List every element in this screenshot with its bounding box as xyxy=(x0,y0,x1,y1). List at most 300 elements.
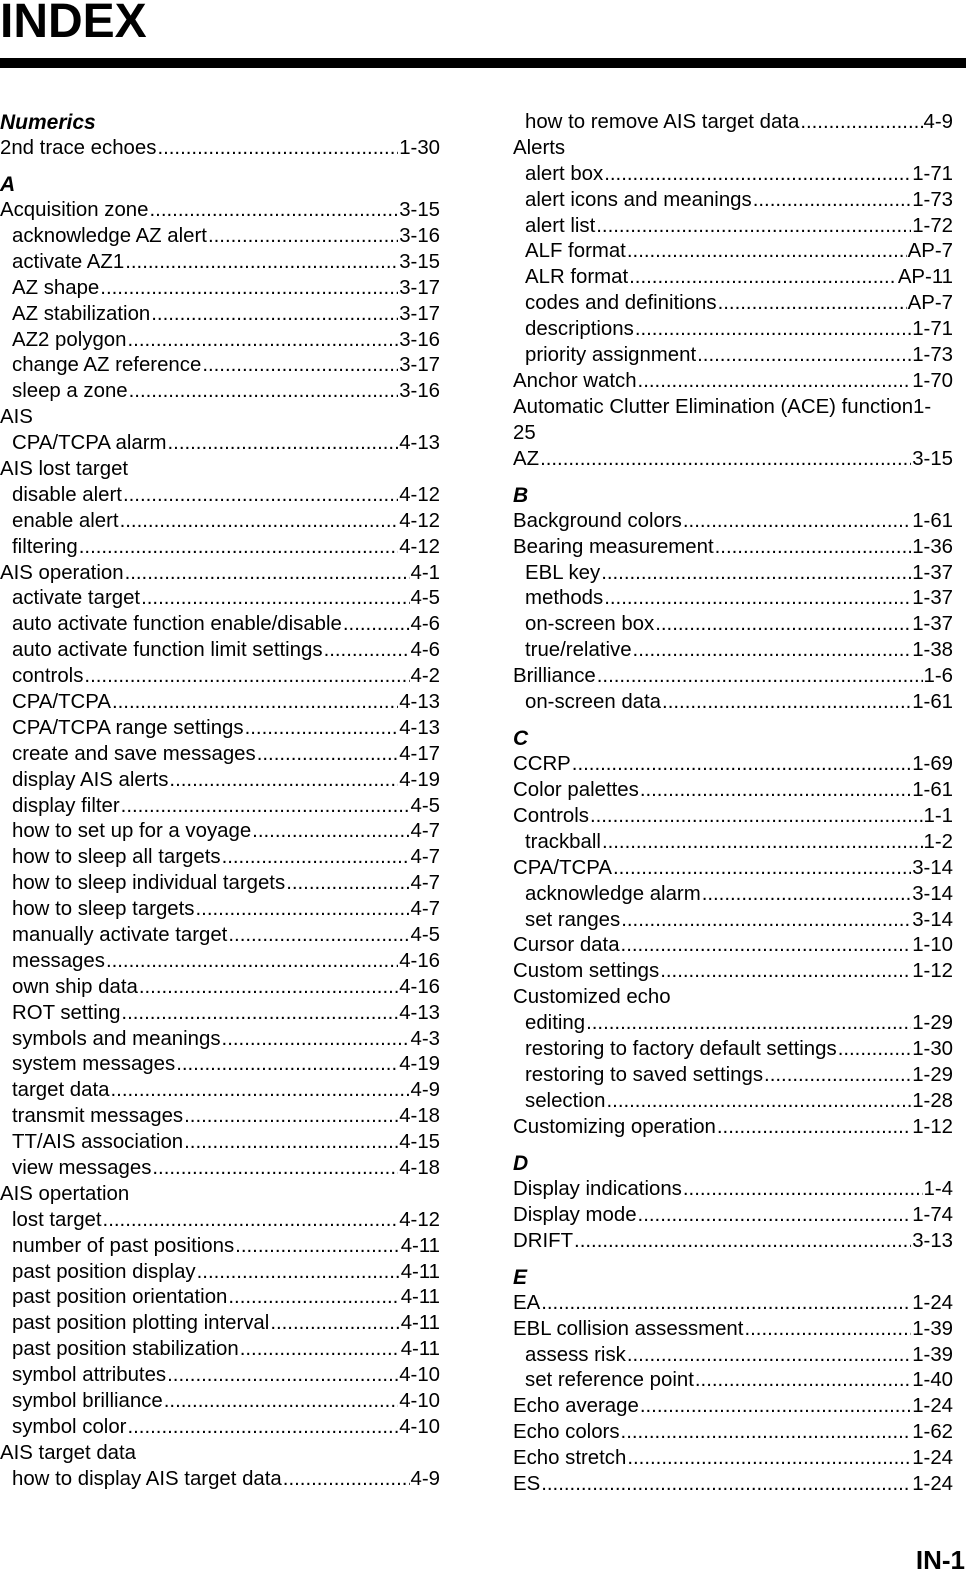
index-entry xyxy=(513,612,953,638)
index-entry xyxy=(0,845,440,871)
index-entry-page: 4-11 xyxy=(400,1338,440,1361)
dot-leader xyxy=(84,664,409,690)
index-entry-term: acknowledge alarm xyxy=(525,882,701,905)
index-entry-page: 1-74 xyxy=(912,1203,953,1226)
dot-leader xyxy=(164,1389,398,1415)
dot-leader xyxy=(184,1104,398,1130)
index-entry xyxy=(0,1311,440,1337)
index-entry-page: AP-7 xyxy=(907,240,953,263)
index-entry-term: change AZ reference xyxy=(12,354,202,377)
dot-leader xyxy=(662,690,911,716)
index-entry-term: selection xyxy=(525,1089,606,1112)
index-entry xyxy=(513,535,953,561)
index-entry-page: 4-2 xyxy=(410,665,440,688)
index-entry xyxy=(513,317,953,343)
dot-leader xyxy=(744,1317,911,1343)
index-entry xyxy=(0,250,440,276)
index-entry-term: AZ stabilization xyxy=(12,302,151,325)
dot-leader xyxy=(324,638,410,664)
dot-leader xyxy=(715,535,912,561)
dot-leader xyxy=(572,752,911,778)
index-entry-page: 1-12 xyxy=(912,1115,953,1138)
index-entry-page: 3-15 xyxy=(399,250,440,273)
index-entry-term: priority assignment xyxy=(525,344,697,367)
dot-leader xyxy=(683,509,911,535)
index-entry-page: 4-9 xyxy=(410,1467,440,1490)
index-entry-term: set reference point xyxy=(525,1369,694,1392)
dot-leader xyxy=(629,265,897,291)
index-entry xyxy=(0,1285,440,1311)
index-entry xyxy=(0,1052,440,1078)
index-entry xyxy=(0,742,440,768)
dot-leader xyxy=(838,1037,912,1063)
dot-leader xyxy=(202,353,398,379)
index-entry xyxy=(0,1156,440,1182)
dot-leader xyxy=(602,830,923,856)
index-entry-page: 1-29 xyxy=(912,1012,953,1035)
index-entry xyxy=(0,638,440,664)
index-entry-page: 1-73 xyxy=(912,344,953,367)
dot-leader xyxy=(627,1343,911,1369)
dot-leader xyxy=(683,1177,923,1203)
index-entry-term: auto activate function limit settings xyxy=(12,639,323,662)
dot-leader xyxy=(167,431,398,457)
dot-leader xyxy=(100,276,398,302)
index-entry-wrapped xyxy=(513,395,953,447)
dot-leader xyxy=(139,975,398,1001)
index-entry-term: past position stabilization xyxy=(12,1338,239,1361)
index-entry-page: 1-36 xyxy=(912,535,953,558)
index-entry-term: trackball xyxy=(525,830,601,853)
index-entry xyxy=(0,198,440,224)
dot-leader xyxy=(343,612,410,638)
index-entry-term: AZ xyxy=(513,447,540,470)
index-entry-term: CPA/TCPA xyxy=(513,856,612,879)
dot-leader xyxy=(228,1285,399,1311)
index-entry xyxy=(513,690,953,716)
index-entry xyxy=(513,664,953,690)
index-entry-page: 4-13 xyxy=(399,716,440,739)
dot-leader xyxy=(228,923,409,949)
index-entry-page: 4-1 xyxy=(410,561,440,584)
index-entry xyxy=(0,1363,440,1389)
index-entry xyxy=(513,369,953,395)
index-entry-page: 1-28 xyxy=(912,1089,953,1112)
index-entry-page: AP-11 xyxy=(897,266,953,289)
index-entry xyxy=(513,1229,953,1255)
index-entry-page: 1-30 xyxy=(399,136,440,159)
index-entry-term: ALR format xyxy=(525,266,629,289)
dot-leader xyxy=(103,1208,399,1234)
index-entry-term: activate target xyxy=(12,587,141,610)
dot-leader xyxy=(197,1260,400,1286)
index-entry-term: own ship data xyxy=(12,975,138,998)
index-entry-term: alert box xyxy=(525,162,604,185)
index-entry-page: 4-13 xyxy=(399,1001,440,1024)
index-entry xyxy=(513,1446,953,1472)
index-heading: Alerts xyxy=(513,136,566,159)
index-entry xyxy=(513,1037,953,1063)
index-entry-page: 3-17 xyxy=(399,302,440,325)
index-entry-page: 3-15 xyxy=(399,199,440,222)
index-entry-term: methods xyxy=(525,587,604,610)
dot-leader xyxy=(79,535,398,561)
dot-leader xyxy=(660,959,911,985)
dot-leader xyxy=(640,1394,911,1420)
index-entry-term: filtering xyxy=(12,535,78,558)
index-entry xyxy=(513,1317,953,1343)
dot-leader xyxy=(169,768,398,794)
dot-leader xyxy=(635,317,911,343)
index-section-letter: E xyxy=(513,1265,528,1289)
index-entry xyxy=(513,778,953,804)
index-heading: AIS xyxy=(0,406,33,429)
index-entry xyxy=(0,276,440,302)
index-entry xyxy=(513,1420,953,1446)
index-entry-page: 4-18 xyxy=(399,1157,440,1180)
index-entry xyxy=(0,535,440,561)
index-entry-term: Background colors xyxy=(513,509,682,532)
dot-leader xyxy=(176,1052,398,1078)
index-entry-page: 4-19 xyxy=(399,1053,440,1076)
dot-leader xyxy=(633,638,912,664)
index-entry-page: 1-40 xyxy=(912,1369,953,1392)
index-entry xyxy=(0,975,440,1001)
index-entry xyxy=(0,1467,440,1493)
index-entry-term: activate AZ1 xyxy=(12,250,125,273)
index-entry xyxy=(513,265,953,291)
dot-leader xyxy=(627,239,907,265)
index-entry-page: 3-16 xyxy=(399,328,440,351)
dot-leader xyxy=(184,1130,398,1156)
index-entry-page: 4-19 xyxy=(399,768,440,791)
index-entry xyxy=(0,353,440,379)
index-entry-term: 2nd trace echoes xyxy=(0,136,157,159)
index-entry-page: 4-10 xyxy=(399,1364,440,1387)
index-entry-term: AIS operation xyxy=(0,561,124,584)
index-entry xyxy=(513,586,953,612)
index-entry xyxy=(0,664,440,690)
index-entry-page: 1-12 xyxy=(912,960,953,983)
index-entry-page: 4-7 xyxy=(410,846,440,869)
index-entry xyxy=(513,1089,953,1115)
index-entry-term: number of past positions xyxy=(12,1234,235,1257)
index-entry xyxy=(0,1415,440,1441)
index-entry xyxy=(513,638,953,664)
dot-leader xyxy=(111,1078,410,1104)
index-entry-term: assess risk xyxy=(525,1343,626,1366)
index-entry-page: 1-30 xyxy=(912,1037,953,1060)
index-entry-page: 4-12 xyxy=(399,535,440,558)
index-entry-term: how to display AIS target data xyxy=(12,1467,282,1490)
index-entry-term: how to sleep all targets xyxy=(12,846,221,869)
index-entry xyxy=(513,882,953,908)
index-entry-term: on-screen box xyxy=(525,613,655,636)
index-entry xyxy=(0,923,440,949)
index-entry xyxy=(513,447,953,473)
dot-leader xyxy=(129,379,399,405)
index-entry-page: 3-16 xyxy=(399,380,440,403)
dot-leader xyxy=(283,1467,410,1493)
index-entry xyxy=(0,768,440,794)
index-entry-term: AZ shape xyxy=(12,276,100,299)
index-heading: AIS lost target xyxy=(0,457,129,480)
index-section-letter: Numerics xyxy=(0,111,96,134)
index-entry-page: AP-7 xyxy=(907,292,953,315)
index-entry-page: 3-15 xyxy=(912,447,953,470)
index-entry xyxy=(0,612,440,638)
index-entry-term: Echo average xyxy=(513,1395,639,1418)
index-entry xyxy=(513,1115,953,1141)
index-entry-page: 1-69 xyxy=(912,753,953,776)
index-entry xyxy=(0,431,440,457)
index-entry-term: auto activate function enable/disable xyxy=(12,613,342,636)
page-number: IN-1 xyxy=(915,1545,965,1575)
index-entry-page: 4-12 xyxy=(399,483,440,506)
index-entry-page: 4-9 xyxy=(410,1079,440,1102)
index-entry-term: acknowledge AZ alert xyxy=(12,224,207,247)
index-entry-term: symbols and meanings xyxy=(12,1027,221,1050)
index-entry-page: 1-39 xyxy=(912,1343,953,1366)
dot-leader xyxy=(590,804,923,830)
index-entry-page: 4-5 xyxy=(410,794,440,817)
dot-leader xyxy=(123,483,398,509)
index-entry-term: symbol color xyxy=(12,1415,127,1438)
dot-leader xyxy=(621,1420,912,1446)
dot-leader xyxy=(240,1337,400,1363)
index-entry xyxy=(513,804,953,830)
index-entry-page: 4-16 xyxy=(399,975,440,998)
index-entry xyxy=(0,1337,440,1363)
dot-leader xyxy=(112,690,398,716)
dot-leader xyxy=(604,162,911,188)
index-entry xyxy=(0,302,440,328)
dot-leader xyxy=(596,214,911,240)
index-entry-term: enable alert xyxy=(12,509,119,532)
index-entry-term: CPA/TCPA alarm xyxy=(12,432,167,455)
index-entry-term: how to remove AIS target data xyxy=(525,111,800,133)
index-entry-term: past position orientation xyxy=(12,1286,228,1309)
index-entry-page: 1-37 xyxy=(912,587,953,610)
dot-leader xyxy=(141,586,409,612)
index-entry-page: 4-7 xyxy=(410,898,440,921)
index-entry-term: past position display xyxy=(12,1260,196,1283)
index-entry xyxy=(513,214,953,240)
index-entry-term: ES xyxy=(513,1473,541,1495)
dot-leader xyxy=(613,856,911,882)
index-entry-page: 4-7 xyxy=(410,820,440,843)
index-entry-page: 4-16 xyxy=(399,949,440,972)
dot-leader xyxy=(128,328,399,354)
index-entry-page: 3-14 xyxy=(912,908,953,931)
dot-leader xyxy=(695,1368,911,1394)
index-entry xyxy=(513,1368,953,1394)
index-entry xyxy=(0,379,440,405)
dot-leader xyxy=(152,1156,398,1182)
index-entry-page: 1-1 xyxy=(923,804,953,827)
index-entry-page: 4-13 xyxy=(399,432,440,455)
index-entry xyxy=(513,509,953,535)
dot-leader xyxy=(222,1027,410,1053)
index-entry-page: 4-3 xyxy=(410,1027,440,1050)
index-entry xyxy=(0,1027,440,1053)
index-entry-page: 4-12 xyxy=(399,1208,440,1231)
index-entry xyxy=(0,1389,440,1415)
index-entry xyxy=(0,1130,440,1156)
index-entry-page: 4-11 xyxy=(400,1260,440,1283)
index-entry-term: past position plotting interval xyxy=(12,1312,270,1335)
index-entry-term: alert list xyxy=(525,214,596,237)
index-entry xyxy=(513,752,953,778)
index-entry-page: 3-16 xyxy=(399,224,440,247)
index-entry-term: descriptions xyxy=(525,318,634,341)
index-entry-page: 1-38 xyxy=(912,639,953,662)
index-entry xyxy=(0,509,440,535)
dot-leader xyxy=(286,871,409,897)
index-entry-term: Bearing measurement xyxy=(513,535,714,558)
index-entry-page: 1-70 xyxy=(912,369,953,392)
index-entry-page: 1-61 xyxy=(912,691,953,713)
index-entry xyxy=(0,819,440,845)
index-entry-page: 4-5 xyxy=(410,924,440,946)
dot-leader xyxy=(800,110,922,136)
index-entry-page: 3-14 xyxy=(912,882,953,905)
dot-leader xyxy=(157,136,398,162)
index-entry-page: 4-10 xyxy=(399,1415,440,1438)
index-entry-term: Controls xyxy=(513,804,589,827)
index-column-left xyxy=(0,110,440,1493)
index-entry-term: controls xyxy=(12,665,84,688)
index-entry-term: how to sleep targets xyxy=(12,898,195,921)
index-entry xyxy=(513,1011,953,1037)
index-entry xyxy=(513,1394,953,1420)
index-entry-line: Automatic Clutter Elimination (ACE) function1- xyxy=(513,395,932,418)
dot-leader xyxy=(638,1203,912,1229)
dot-leader xyxy=(718,291,907,317)
dot-leader xyxy=(597,664,923,690)
index-entry-term: on-screen data xyxy=(525,691,662,713)
dot-leader xyxy=(196,897,410,923)
index-entry xyxy=(513,830,953,856)
index-entry-page: 4-17 xyxy=(399,742,440,765)
index-entry-term: CPA/TCPA xyxy=(12,690,111,713)
index-entry xyxy=(513,1063,953,1089)
index-entry xyxy=(0,949,440,975)
index-entry-term: Echo stretch xyxy=(513,1447,627,1470)
index-entry-line: 25 xyxy=(513,421,536,444)
index-entry xyxy=(513,1291,953,1317)
index-entry-page: 1-73 xyxy=(912,188,953,211)
index-entry-term: create and save messages xyxy=(12,742,256,765)
dot-leader xyxy=(574,1229,911,1255)
index-entry-term: restoring to factory default settings xyxy=(525,1037,837,1060)
dot-leader xyxy=(252,819,409,845)
index-entry-term: CPA/TCPA range settings xyxy=(12,716,244,739)
index-heading: Customized echo xyxy=(513,986,671,1009)
index-entry-term: how to sleep individual targets xyxy=(12,872,286,895)
index-entry xyxy=(513,1177,953,1203)
index-entry-page: 1-72 xyxy=(912,214,953,237)
index-entry-page: 1-24 xyxy=(912,1291,953,1314)
dot-leader xyxy=(150,198,399,224)
index-entry xyxy=(0,483,440,509)
index-entry-term: TT/AIS association xyxy=(12,1131,184,1154)
dot-leader xyxy=(106,949,398,975)
index-entry-term: messages xyxy=(12,949,105,972)
index-entry-term: disable alert xyxy=(12,483,122,506)
index-entry-page: 1-37 xyxy=(912,561,953,584)
index-entry xyxy=(513,343,953,369)
index-entry xyxy=(513,933,953,959)
index-entry-term: Color palettes xyxy=(513,779,639,802)
index-entry xyxy=(513,239,953,265)
dot-leader xyxy=(235,1234,400,1260)
dot-leader xyxy=(702,882,912,908)
dot-leader xyxy=(764,1063,911,1089)
index-entry-term: restoring to saved settings xyxy=(525,1063,764,1086)
index-entry-term: ALF format xyxy=(525,240,626,263)
index-entry-page: 4-12 xyxy=(399,509,440,532)
index-entry xyxy=(513,856,953,882)
index-entry-page: 1-24 xyxy=(912,1473,953,1495)
dot-leader xyxy=(167,1363,398,1389)
index-entry-page: 4-7 xyxy=(410,872,440,895)
index-column-right xyxy=(513,110,953,1498)
index-entry xyxy=(0,224,440,250)
index-entry-page: 4-5 xyxy=(410,587,440,610)
index-entry xyxy=(0,328,440,354)
dot-leader xyxy=(125,250,398,276)
index-entry-term: Cursor data xyxy=(513,934,620,957)
index-entry xyxy=(513,1472,953,1498)
dot-leader xyxy=(540,447,911,473)
index-entry-term: ROT setting xyxy=(12,1001,121,1024)
dot-leader xyxy=(222,845,410,871)
index-entry-term: transmit messages xyxy=(12,1105,184,1128)
index-entry xyxy=(0,690,440,716)
index-entry xyxy=(0,586,440,612)
index-entry xyxy=(0,897,440,923)
index-entry-page: 1-62 xyxy=(912,1421,953,1444)
index-entry-term: target data xyxy=(12,1079,110,1102)
dot-leader xyxy=(270,1311,399,1337)
dot-leader xyxy=(120,509,399,535)
index-entry-term: Acquisition zone xyxy=(0,199,149,222)
index-entry-page: 3-14 xyxy=(912,856,953,879)
index-entry-term: EBL collision assessment xyxy=(513,1317,744,1340)
index-entry-page: 1-39 xyxy=(912,1317,953,1340)
title-rule xyxy=(0,58,966,68)
index-entry-term: how to set up for a voyage xyxy=(12,820,252,843)
index-entry xyxy=(513,908,953,934)
index-entry-term: true/relative xyxy=(525,639,632,662)
index-entry-page: 1-71 xyxy=(912,162,953,185)
dot-leader xyxy=(125,561,410,587)
index-entry-page: 1-4 xyxy=(923,1177,953,1200)
index-entry-term: sleep a zone xyxy=(12,380,128,403)
index-entry-term: set ranges xyxy=(525,908,621,931)
index-entry xyxy=(513,162,953,188)
index-entry-term: Display mode xyxy=(513,1203,637,1226)
index-entry-page: 4-18 xyxy=(399,1105,440,1128)
index-entry-page: 3-17 xyxy=(399,276,440,299)
index-entry xyxy=(0,794,440,820)
dot-leader xyxy=(541,1291,911,1317)
index-entry xyxy=(0,1104,440,1130)
dot-leader xyxy=(127,1415,398,1441)
index-entry-term: DRIFT xyxy=(513,1229,574,1252)
index-entry-page: 1-37 xyxy=(912,613,953,636)
